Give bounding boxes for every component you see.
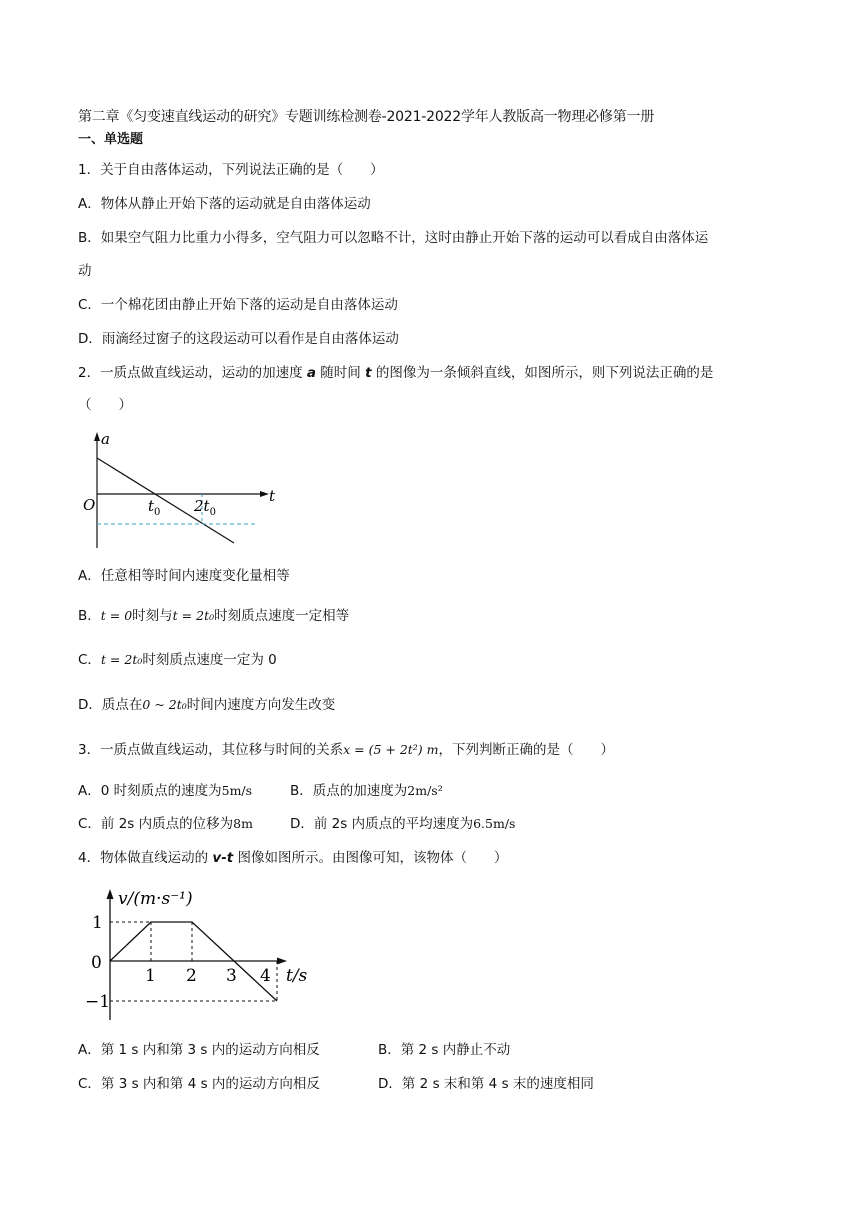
- q4-xtick-2: 2: [186, 966, 197, 986]
- q1-stem: 1．关于自由落体运动，下列说法正确的是（ ）: [78, 162, 384, 178]
- q2-var-t: t: [365, 365, 372, 381]
- q4-x-axis-label: t/s: [286, 966, 308, 986]
- q4-ytick-1: 1: [92, 913, 103, 933]
- q2-axis-t-label: t: [269, 487, 276, 505]
- q1-option-c: C．一个棉花团由静止开始下落的运动是自由落体运动: [78, 297, 398, 313]
- q2-axis-a-label: a: [101, 430, 110, 448]
- document-title: 第二章《匀变速直线运动的研究》专题训练检测卷-2021-2022学年人教版高一物理必修第一册: [78, 109, 655, 125]
- q4-option-b: B．第 2 s 内静止不动: [378, 1042, 511, 1058]
- q3-option-b: B．质点的加速度为2m/s²: [290, 783, 443, 799]
- q2-option-a: A．任意相等时间内速度变化量相等: [78, 568, 290, 584]
- q4-vt-graph: [80, 882, 320, 1024]
- q2-option-b: B．t = 0时刻与t = 2t₀时刻质点速度一定相等: [78, 608, 350, 624]
- q1-option-d: D．雨滴经过窗子的这段运动可以看作是自由落体运动: [78, 331, 399, 347]
- section-heading: 一、单选题: [78, 132, 144, 147]
- q4-ytick-0: 0: [91, 953, 102, 973]
- q2-2t0-label: $2t_0$: [194, 497, 216, 518]
- q3-stem: 3．一质点做直线运动，其位移与时间的关系x = (5 + 2t²) m，下列判断正确的是（ ）: [78, 742, 615, 758]
- q4-stem: 4．物体做直线运动的 v-t 图像如图所示。由图像可知，该物体（ ）: [78, 850, 508, 866]
- q2-at-graph: [80, 428, 280, 552]
- q3-option-d: D．前 2s 内质点的平均速度为6.5m/s: [290, 816, 516, 832]
- q4-option-d: D．第 2 s 末和第 4 s 末的速度相同: [378, 1076, 594, 1092]
- q2-stem-cont: （ ）: [78, 397, 132, 413]
- q2-stem: 2．一质点做直线运动，运动的加速度 a 随时间 t 的图像为一条倾斜直线，如图所示，则下列说法正确的是: [78, 365, 714, 381]
- q4-xtick-4: 4: [260, 966, 271, 986]
- q4-ytick-neg1: −1: [85, 992, 111, 1012]
- q2-option-c: C．t = 2t₀时刻质点速度一定为 0: [78, 652, 277, 668]
- q2-origin-label: O: [83, 496, 96, 514]
- q2-var-a: a: [306, 365, 317, 381]
- q4-option-c: C．第 3 s 内和第 4 s 内的运动方向相反: [78, 1076, 320, 1092]
- q4-option-a: A．第 1 s 内和第 3 s 内的运动方向相反: [78, 1042, 320, 1058]
- q1-option-b-cont: 动: [78, 263, 92, 279]
- q2-option-d: D．质点在0 ~ 2t₀时间内速度方向发生改变: [78, 697, 336, 713]
- q4-xtick-3: 3: [226, 966, 237, 986]
- q1-option-b: B．如果空气阻力比重力小得多，空气阻力可以忽略不计，这时由静止开始下落的运动可以看成自由落体运: [78, 230, 709, 246]
- q1-option-a: A．物体从静止开始下落的运动就是自由落体运动: [78, 196, 371, 212]
- q4-xtick-1: 1: [145, 966, 156, 986]
- q3-option-a: A．0 时刻质点的速度为5m/s: [78, 783, 253, 799]
- q3-option-c: C．前 2s 内质点的位移为8m: [78, 816, 253, 832]
- q2-t0-label: $t_0$: [148, 497, 161, 518]
- q4-y-axis-label: v/(m·s⁻¹): [118, 889, 193, 909]
